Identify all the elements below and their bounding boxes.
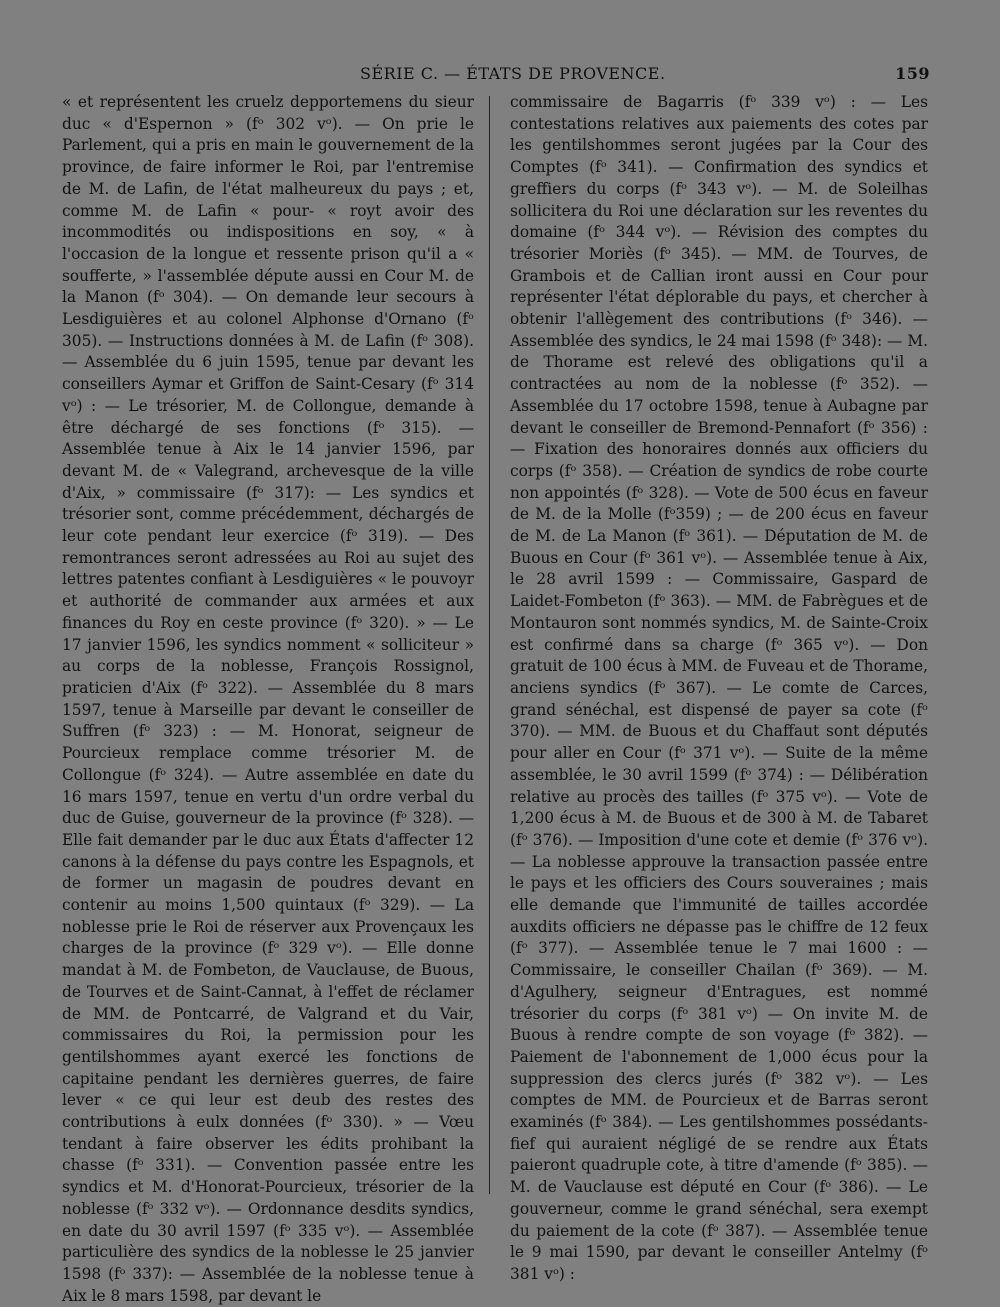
right-column-text: commissaire de Bagarris (fᵒ 339 vᵒ) : — Les contestations relatives aux paiements des cotes par les gentilshommes seront jugées par la Cour des Comptes (fᵒ 341). — Confirmation des syndics et greffiers du corps (fᵒ 343 vᵒ). — M. de Soleilhas sollicitera du Roi une déclaration sur les reventes du domaine (fᵒ 344 vᵒ). — Révision des comptes du trésorier Moriès (fᵒ 345). — MM. de Tourves, de Grambois et de Callian iront aussi en Cour pour représenter l'état déplorable du pays, et chercher à obtenir l'allègement des contributions (fᵒ 346). — Assemblée des syndics, le 24 mai 1598 (fᵒ 348): — M. de Thorame est relevé des obligations qu'il a contractées au nom de la noblesse (fᵒ 352). — Assemblée du 17 octobre 1598, tenue à Aubagne par devant le conseiller de Bremond-Pennafort (fᵒ 356) : — Fixation des honoraires donnés aux officiers du corps (fᵒ 358). — Création de syndics de robe courte non appointés (fᵒ 328). — Vote de 500 écus en faveur de M. de la Molle (fᵒ359) ; — de 200 écus en faveur de M. de La Manon (fᵒ 361). — Députation de M. de Buous en Cour (fᵒ 361 vᵒ). — Assemblée tenue à Aix, le 28 avril 1599 : — Commissaire, Gaspard de Laidet-Fombeton (fᵒ 363). — MM. de Fabrègues et de Montauron sont nommés syndics, M. de Sainte-Croix est confirmé dans sa charge (fᵒ 365 vᵒ). — Don gratuit de 100 écus à MM. de Fuveau et de Thorame, anciens syndics (fᵒ 367). — Le comte de Carces, grand sénéchal, est dispensé de payer sa cote (fᵒ 370). — MM. de Buous et du Chaffaut sont députés pour aller en Cour (fᵒ 371 vᵒ). — Suite de la même assemblée, le 30 avril 1599 (fᵒ 374) : — Délibération relative au procès des tailles (fᵒ 375 vᵒ). — Vote de 1,200 écus à M. de Buous et de 300 à M. de Tabaret (fᵒ 376). — Imposition d'une cote et demie (fᵒ 376 vᵒ). — La noblesse approuve la transaction passée entre le pays et les officiers des Cours souveraines ; mais elle demande que l'immunité de tailles accordée auxdits officiers ne dépasse pas le chiffre de 12 feux (fᵒ 377). — Assemblée tenue le 7 mai 1600 : — Commissaire, le conseiller Chailan (fᵒ 369). — M. d'Agulhery, seigneur d'Entragues, est nommé trésorier du corps (fᵒ 381 vᵒ) — On invite M. de Buous à rendre compte de son voyage (fᵒ 382). — Paiement de l'abonnement de 1,000 écus pour la suppression des clercs jurés (fᵒ 382 vᵒ). — Les comptes de MM. de Pourcieux et de Barras seront examinés (fᵒ 384). — Les gentilshommes possédants-fief qui auraient négligé de se rendre aux États paieront quadruple cote, à titre d'amende (fᵒ 385). — M. de Vauclause est député en Cour (fᵒ 386). — Le gouverneur, comme le grand sénéchal, sera exempt du paiement de la cote (fᵒ 387). — Assemblée tenue le 9 mai 1590, par devant le conseiller Antelmy (fᵒ 381 vᵒ) : [510, 93, 928, 1283]
column-divider [489, 96, 490, 1194]
running-header [360, 64, 940, 88]
page-number: 159 [895, 64, 930, 83]
left-column-text: « et représentent les cruelz depportemens du sieur duc « d'Espernon » (fᵒ 302 vᵒ). — On prie le Parlement, qui a pris en main le gouvernement de la province, de faire informer le Roi, par l'entremise de M. de Lafin, de l'état malheureux du pays ; et, comme M. de Lafin « pour- « royt avoir des incommodités ou indispositions en soy, « à l'occasion de la longue et ressente prison qu'il a « soufferte, » l'assemblée députe aussi en Cour M. de la Manon (fᵒ 304). — On demande leur secours à Lesdiguières et au colonel Alphonse d'Ornano (fᵒ 305). — Instructions données à M. de Lafin (fᵒ 308). — Assemblée du 6 juin 1595, tenue par devant les conseillers Aymar et Griffon de Saint-Cesary (fᵒ 314 vᵒ) : — Le trésorier, M. de Collongue, demande à être déchargé de ses fonctions (fᵒ 315). — Assemblée tenue à Aix le 14 janvier 1596, par devant M. de « Valegrand, archevesque de la ville d'Aix, » commissaire (fᵒ 317): — Les syndics et trésorier sont, comme précédemment, déchargés de leur cote pendant leur exercice (fᵒ 319). — Des remontrances seront adressées au Roi au sujet des lettres patentes confiant à Lesdiguières « le pouvoyr et authorité de commander aux armées et aux finances du Roy en ceste province (fᵒ 320). » — Le 17 janvier 1596, les syndics nomment « solliciteur » au corps de la noblesse, François Rossignol, praticien d'Aix (fᵒ 322). — Assemblée du 8 mars 1597, tenue à Marseille par devant le conseiller de Suffren (fᵒ 323) : — M. Honorat, seigneur de Pourcieux remplace comme trésorier M. de Collongue (fᵒ 324). — Autre assemblée en date du 16 mars 1597, tenue en vertu d'un ordre verbal du duc de Guise, gouverneur de la province (fᵒ 328). — Elle fait demander par le duc aux États d'affecter 12 canons à la défense du pays contre les Espagnols, et de former un magasin de poudres devant en contenir au moins 1,500 quintaux (fᵒ 329). — La noblesse prie le Roi de réserver aux Provençaux les charges de la province (fᵒ 329 vᵒ). — Elle donne mandat à M. de Fombeton, de Vauclause, de Buous, de Tourves et de Saint-Cannat, à l'effet de réclamer de MM. de Pontcarré, de Valgrand et du Vair, commissaires du Roi, la permission pour les gentilshommes ayant exercé les fonctions de capitaine pendant les dernières guerres, de faire lever « ce qui leur est deub des restes des contributions à eulx données (fᵒ 330). » — Vœu tendant à faire observer les édits prohibant la chasse (fᵒ 331). — Convention passée entre les syndics et M. d'Honorat-Pourcieux, trésorier de la noblesse (fᵒ 332 vᵒ). — Ordonnance desdits syndics, en date du 30 avril 1597 (fᵒ 335 vᵒ). — Assemblée particulière des syndics de la noblesse le 25 janvier 1598 (fᵒ 337): — Assemblée de la noblesse tenue à Aix le 8 mars 1598, par devant le [62, 93, 474, 1305]
series-title: SÉRIE C. — ÉTATS DE PROVENCE. [360, 64, 666, 83]
